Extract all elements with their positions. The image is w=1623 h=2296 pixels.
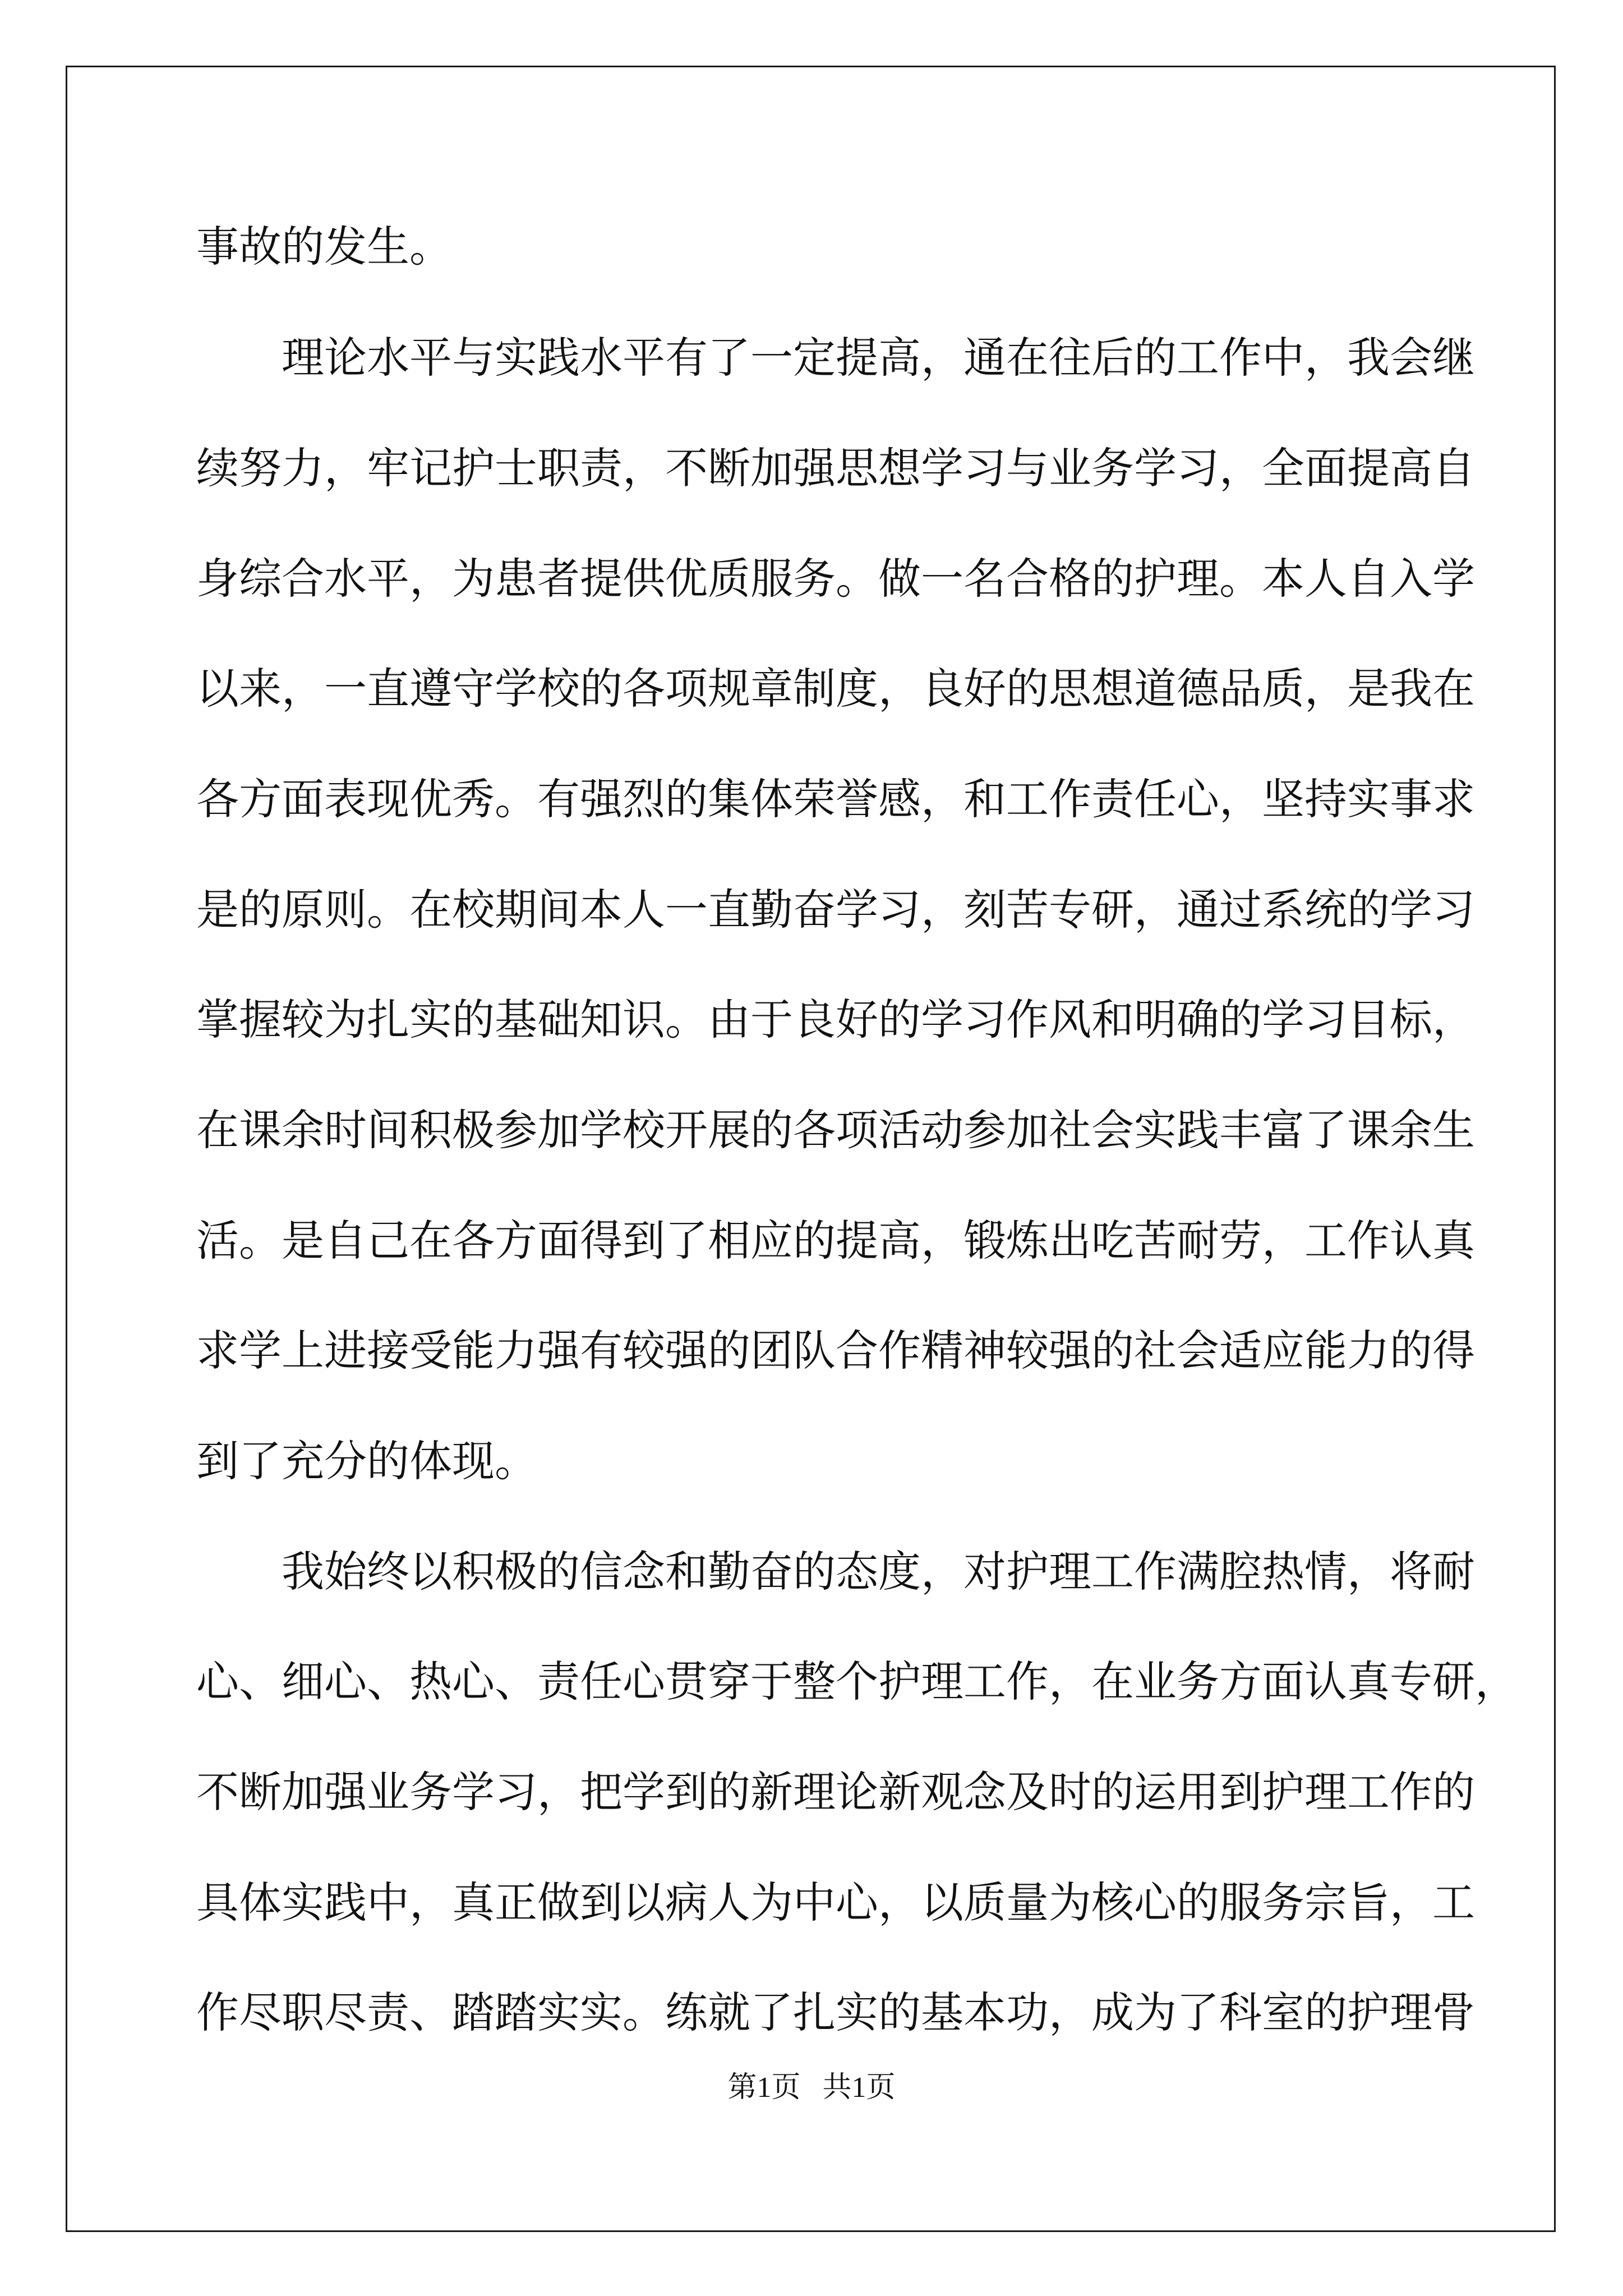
text-line: 续努力，牢记护士职责，不断加强思想学习与业务学习，全面提高自 bbox=[196, 443, 1475, 493]
text-line: 求学上进接受能力强有较强的团队合作精神较强的社会适应能力的得 bbox=[196, 1326, 1475, 1375]
text-line: 作尽职尽责、踏踏实实。练就了扎实的基本功，成为了科室的护理骨 bbox=[196, 1987, 1475, 2037]
paragraph-first-line: 我始终以积极的信念和勤奋的态度，对护理工作满腔热情，将耐 bbox=[282, 1547, 1475, 1596]
text-line: 不断加强业务学习，把学到的新理论新观念及时的运用到护理工作的 bbox=[196, 1767, 1475, 1817]
text-line: 心、细心、热心、责任心贯穿于整个护理工作，在业务方面认真专研， bbox=[196, 1657, 1518, 1706]
page-footer: 第1页 共1页 bbox=[727, 2072, 896, 2104]
text-line: 事故的发生。 bbox=[196, 222, 452, 272]
text-line: 以来，一直遵守学校的各项规章制度，良好的思想道德品质，是我在 bbox=[196, 664, 1475, 714]
text-line: 活。是自己在各方面得到了相应的提高，锻炼出吃苦耐劳，工作认真 bbox=[196, 1216, 1475, 1266]
text-line: 是的原则。在校期间本人一直勤奋学习，刻苦专研，通过系统的学习 bbox=[196, 885, 1475, 935]
text-line: 身综合水平，为患者提供优质服务。做一名合格的护理。本人自入学 bbox=[196, 554, 1475, 604]
text-line: 具体实践中，真正做到以病人为中心，以质量为核心的服务宗旨，工 bbox=[196, 1878, 1475, 1927]
text-line: 到了充分的体现。 bbox=[196, 1436, 537, 1486]
text-line: 掌握较为扎实的基础知识。由于良好的学习作风和明确的学习目标， bbox=[196, 995, 1475, 1045]
text-line: 在课余时间积极参加学校开展的各项活动参加社会实践丰富了课余生 bbox=[196, 1105, 1475, 1155]
text-line: 各方面表现优秀。有强烈的集体荣誉感，和工作责任心，坚持实事求 bbox=[196, 774, 1475, 824]
paragraph-first-line: 理论水平与实践水平有了一定提高，通在往后的工作中，我会继 bbox=[282, 333, 1475, 383]
